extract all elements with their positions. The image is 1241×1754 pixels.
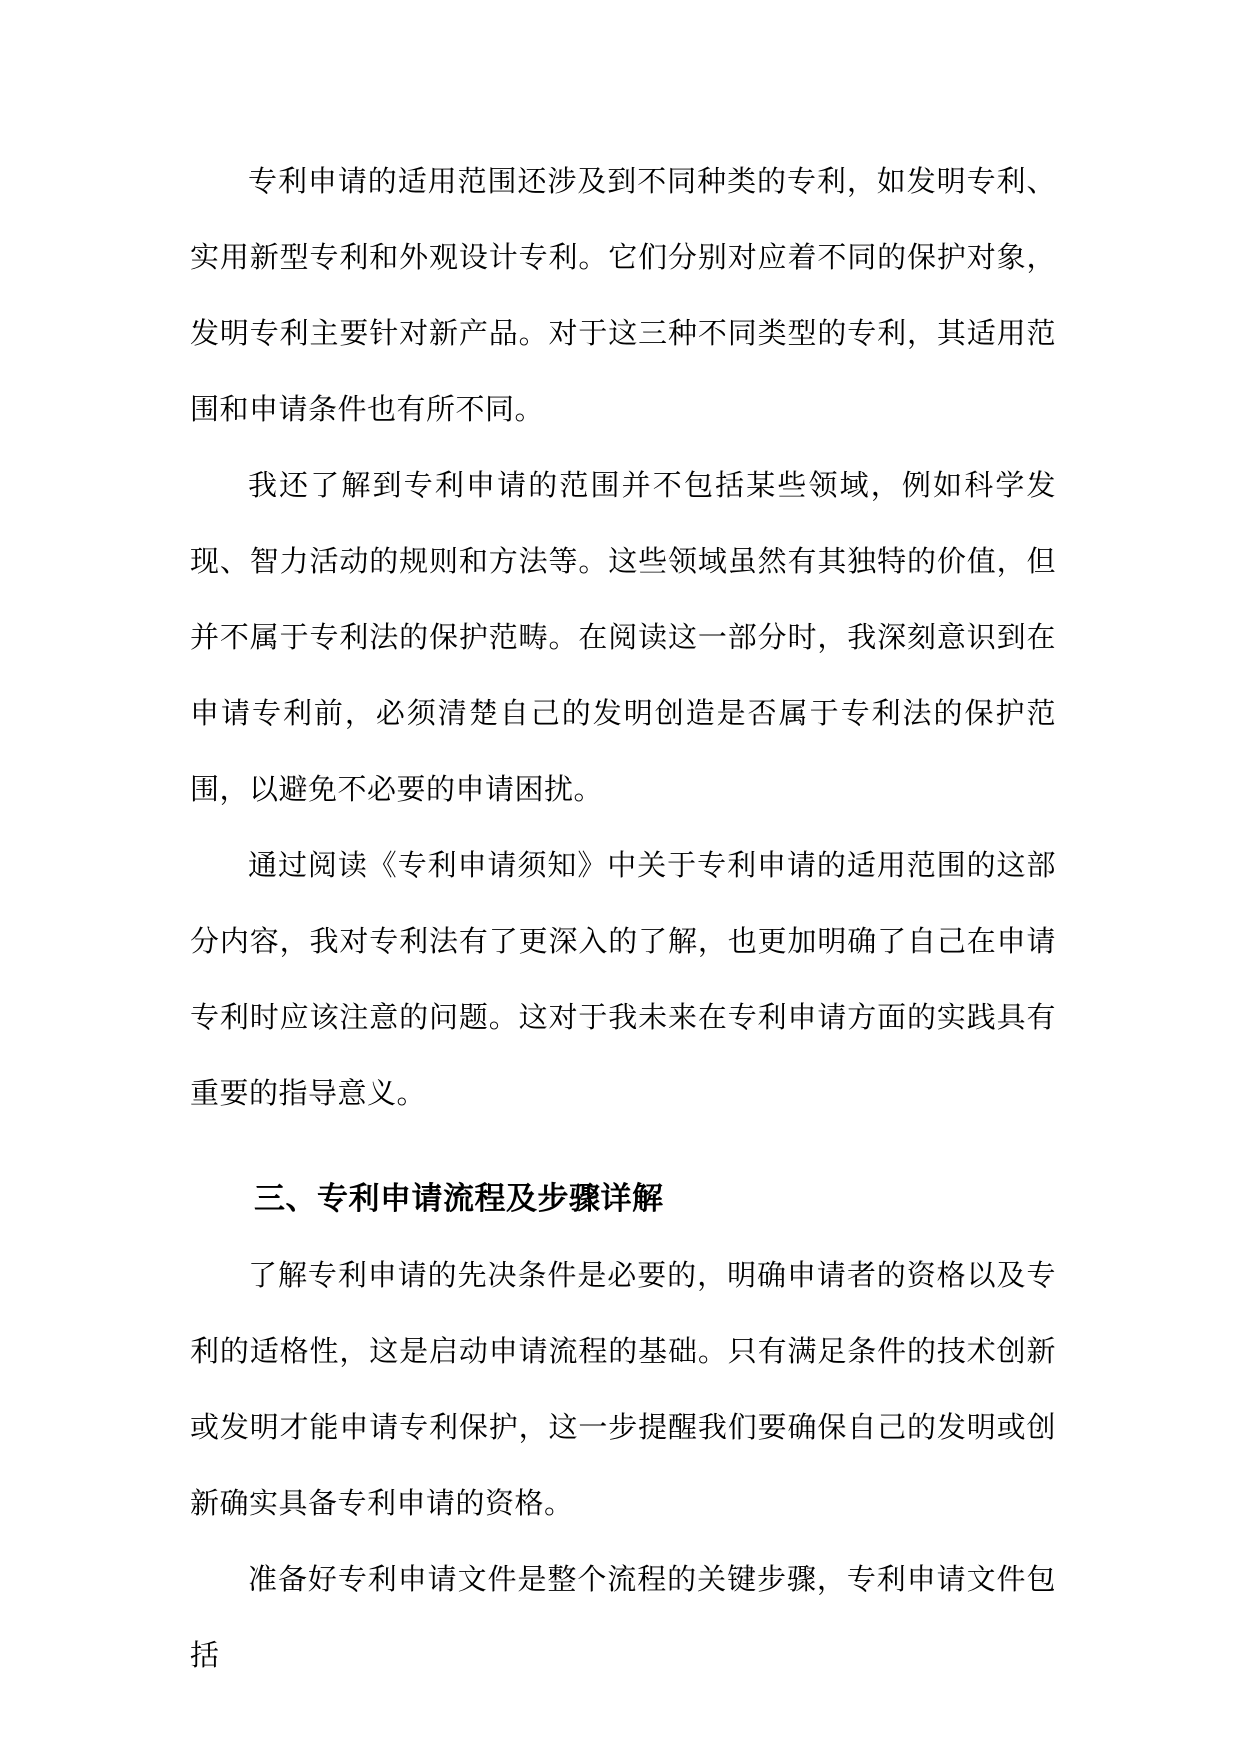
- section-heading: 三、专利申请流程及步骤详解: [254, 1181, 664, 1217]
- paragraph-patent-types: 专利申请的适用范围还涉及到不同种类的专利，如发明专利、实用新型专利和外观设计专利。它们分别对应着不同的保护对象，发明专利主要针对新产品。对于这三种不同类型的专利，其适用范围和申请条件也有所不同。: [190, 164, 1056, 426]
- document-body: [190, 143, 1056, 1693]
- paragraph-prerequisites: 了解专利申请的先决条件是必要的，明确申请者的资格以及专利的适格性，这是启动申请流程的基础。只有满足条件的技术创新或发明才能申请专利保护，这一步提醒我们要确保自己的发明或创新确实具备专利申请的资格。: [190, 1258, 1056, 1520]
- paragraph-reading-reflection: 通过阅读《专利申请须知》中关于专利申请的适用范围的这部分内容，我对专利法有了更深入的了解，也更加明确了自己在申请专利时应该注意的问题。这对于我未来在专利申请方面的实践具有重要的指导意义。: [190, 848, 1056, 1110]
- paragraph-application-documents: 准备好专利申请文件是整个流程的关键步骤，专利申请文件包括: [190, 1562, 1056, 1672]
- paragraph-excluded-fields: 我还了解到专利申请的范围并不包括某些领域，例如科学发现、智力活动的规则和方法等。这些领域虽然有其独特的价值，但并不属于专利法的保护范畴。在阅读这一部分时，我深刻意识到在申请专利前，必须清楚自己的发明创造是否属于专利法的保护范围，以避免不必要的申请困扰。: [190, 468, 1056, 806]
